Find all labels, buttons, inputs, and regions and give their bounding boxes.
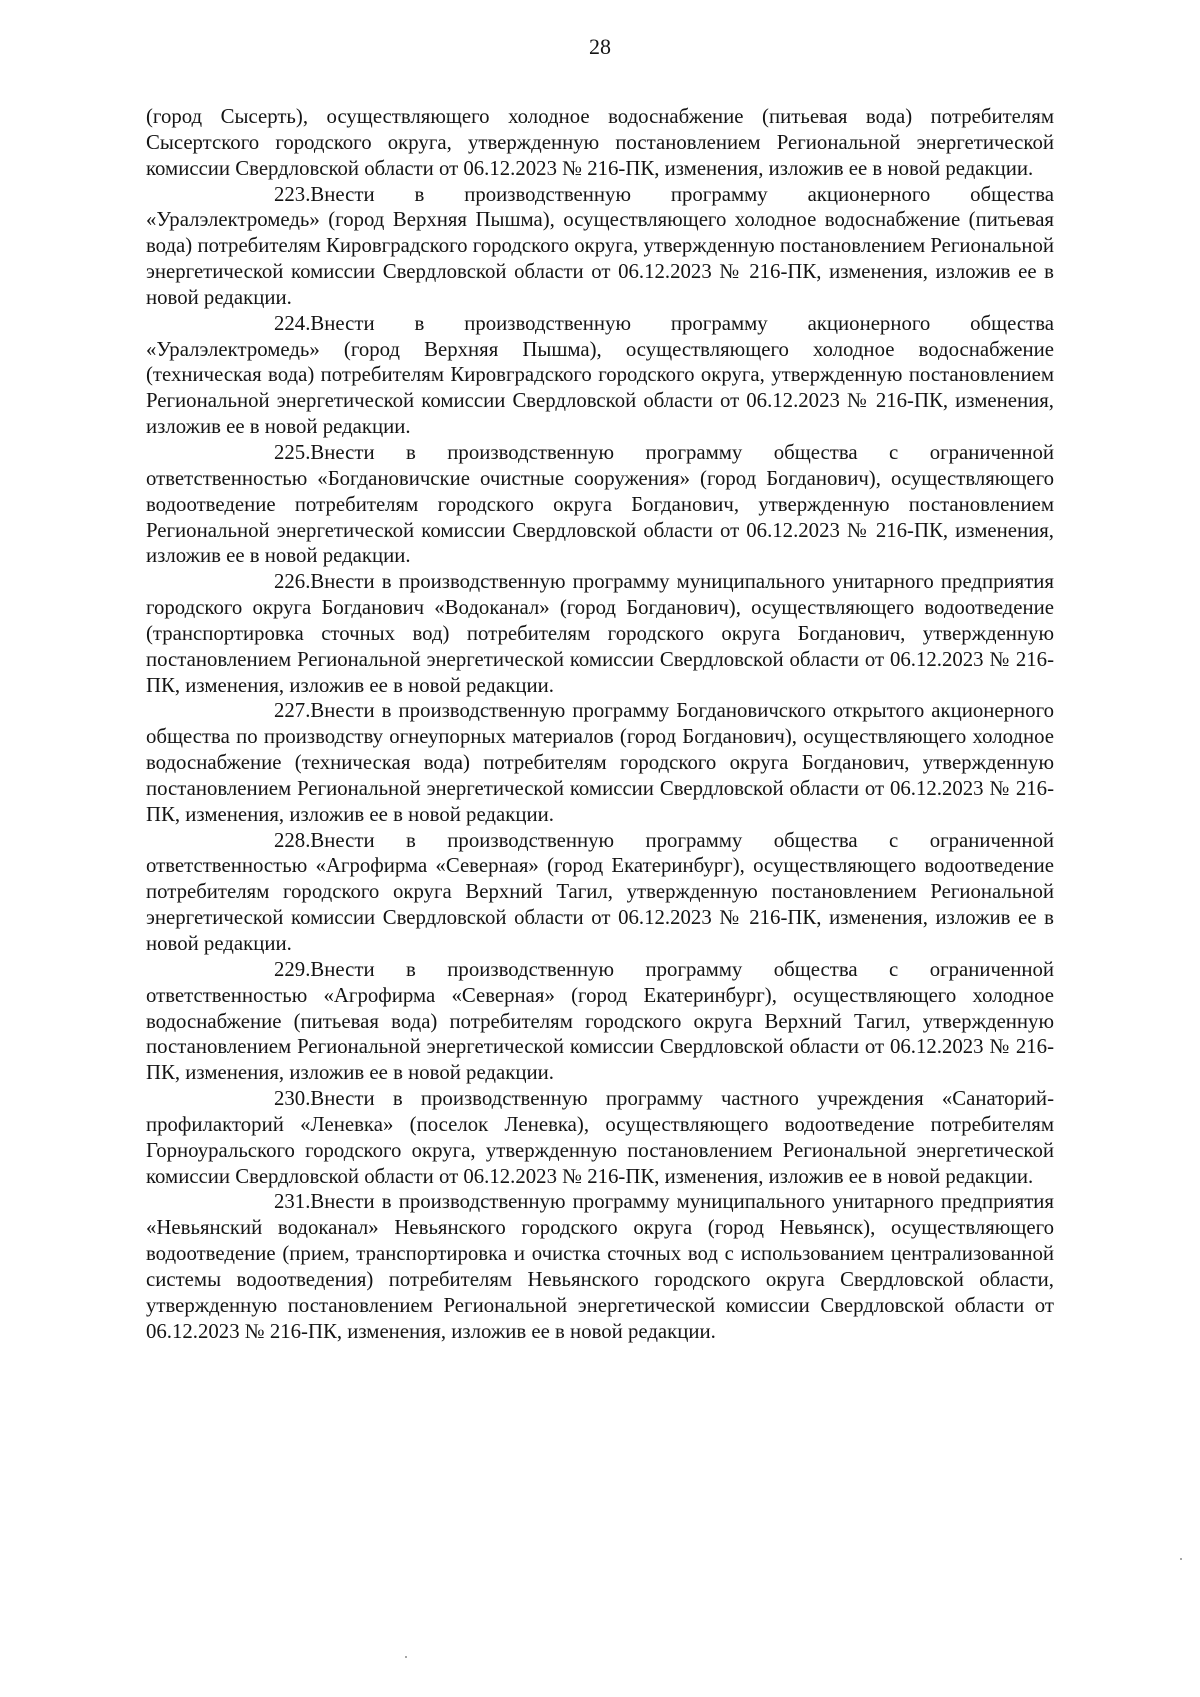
numbered-item bbox=[146, 569, 1054, 698]
continuation-paragraph: (город Сысерть), осуществляющего холодное водоснабжение (питьевая вода) потребителям Сысертского городского округа, утвержденную постановлением Региональной энергетической комиссии Свердловской области от 06.12.2023 № 216-ПК, изменения, изложив ее в новой редакции. bbox=[146, 105, 1054, 180]
scan-speck bbox=[1180, 1558, 1182, 1560]
item-text: Внести в производственную программу муниципального унитарного предприятия городского округа Богданович «Водоканал» (город Богданович), осуществляющего водоотведение (транспортировка сточных вод) потребителям городского округа Богданович, утвержденную постановлением Региональной энергетической комиссии Свердловской области от 06.12.2023 № 216-ПК, изменения, изложив ее в новой редакции. bbox=[146, 570, 1054, 697]
item-text: Внести в производственную программу Богдановичского открытого акционерного общества по производству огнеупорных материалов (город Богданович), осуществляющего холодное водоснабжение (техническая вода) потребителям городского округа Богданович, утвержденную постановлением Региональной энергетической комиссии Свердловской области от 06.12.2023 № 216-ПК, изменения, изложив ее в новой редакции. bbox=[146, 699, 1054, 826]
item-text: Внести в производственную программу общества с ограниченной ответственностью «Агрофирма «Северная» (город Екатеринбург), осуществляющего холодное водоснабжение (питьевая вода) потребителям городского округа Верхний Тагил, утвержденную постановлением Региональной энергетической комиссии Свердловской области от 06.12.2023 № 216-ПК, изменения, изложив ее в новой редакции. bbox=[146, 957, 1054, 1085]
item-text: Внести в производственную программу частного учреждения «Санаторий-профилакторий «Леневка» (поселок Леневка), осуществляющего водоотведение потребителям Горноуральского городского округа, утвержденную постановлением Региональной энергетической комиссии Свердловской области от 06.12.2023 № 216-ПК, изменения, изложив ее в новой редакции. bbox=[146, 1087, 1054, 1188]
numbered-item bbox=[146, 440, 1054, 569]
numbered-item bbox=[146, 828, 1054, 957]
item-number: 230. bbox=[274, 1087, 311, 1111]
numbered-item bbox=[146, 1189, 1054, 1344]
item-number: 224. bbox=[274, 311, 311, 335]
item-text: Внести в производственную программу акционерного общества «Уралэлектромедь» (город Верхняя Пышма), осуществляющего холодное водоснабжение (техническая вода) потребителям Кировградского городского округа, утвержденную постановлением Региональной энергетической комиссии Свердловской области от 06.12.2023 № 216-ПК, изменения, изложив ее в новой редакции. bbox=[146, 311, 1054, 439]
numbered-item bbox=[146, 698, 1054, 827]
numbered-item bbox=[146, 1086, 1054, 1189]
numbered-item bbox=[146, 182, 1054, 311]
scan-speck bbox=[405, 1656, 407, 1658]
item-text: Внести в производственную программу акционерного общества «Уралэлектромедь» (город Верхняя Пышма), осуществляющего холодное водоснабжение (питьевая вода) потребителям Кировградского городского округа, утвержденную постановлением Региональной энергетической комиссии Свердловской области от 06.12.2023 № 216-ПК, изменения, изложив ее в новой редакции. bbox=[146, 182, 1054, 309]
page-number: 28 bbox=[589, 34, 611, 59]
item-text: Внести в производственную программу муниципального унитарного предприятия «Невьянский водоканал» Невьянского городского округа (город Невьянск), осуществляющего водоотведение (прием, транспортировка и очистка сточных вод с использованием централизованной системы водоотведения) потребителям Невьянского городского округа Свердловской области, утвержденную постановлением Региональной энергетической комиссии Свердловской области от 06.12.2023 № 216-ПК, изменения, изложив ее в новой редакции. bbox=[146, 1190, 1054, 1343]
item-number: 226. bbox=[274, 570, 311, 594]
item-number: 229. bbox=[274, 957, 311, 981]
item-number: 225. bbox=[274, 440, 311, 464]
item-number: 231. bbox=[274, 1190, 311, 1214]
item-number: 223. bbox=[274, 182, 311, 206]
numbered-item bbox=[146, 957, 1054, 1086]
document-body bbox=[146, 104, 1054, 1345]
item-number: 228. bbox=[274, 828, 311, 852]
numbered-item bbox=[146, 311, 1054, 440]
item-text: Внести в производственную программу общества с ограниченной ответственностью «Богдановичские очистные сооружения» (город Богданович), осуществляющего водоотведение потребителям городского округа Богданович, утвержденную постановлением Региональной энергетической комиссии Свердловской области от 06.12.2023 № 216-ПК, изменения, изложив ее в новой редакции. bbox=[146, 440, 1054, 568]
item-number: 227. bbox=[274, 699, 311, 723]
item-text: Внести в производственную программу общества с ограниченной ответственностью «Агрофирма «Северная» (город Екатеринбург), осуществляющего водоотведение потребителям городского округа Верхний Тагил, утвержденную постановлением Региональной энергетической комиссии Свердловской области от 06.12.2023 № 216-ПК, изменения, изложив ее в новой редакции. bbox=[146, 828, 1054, 955]
